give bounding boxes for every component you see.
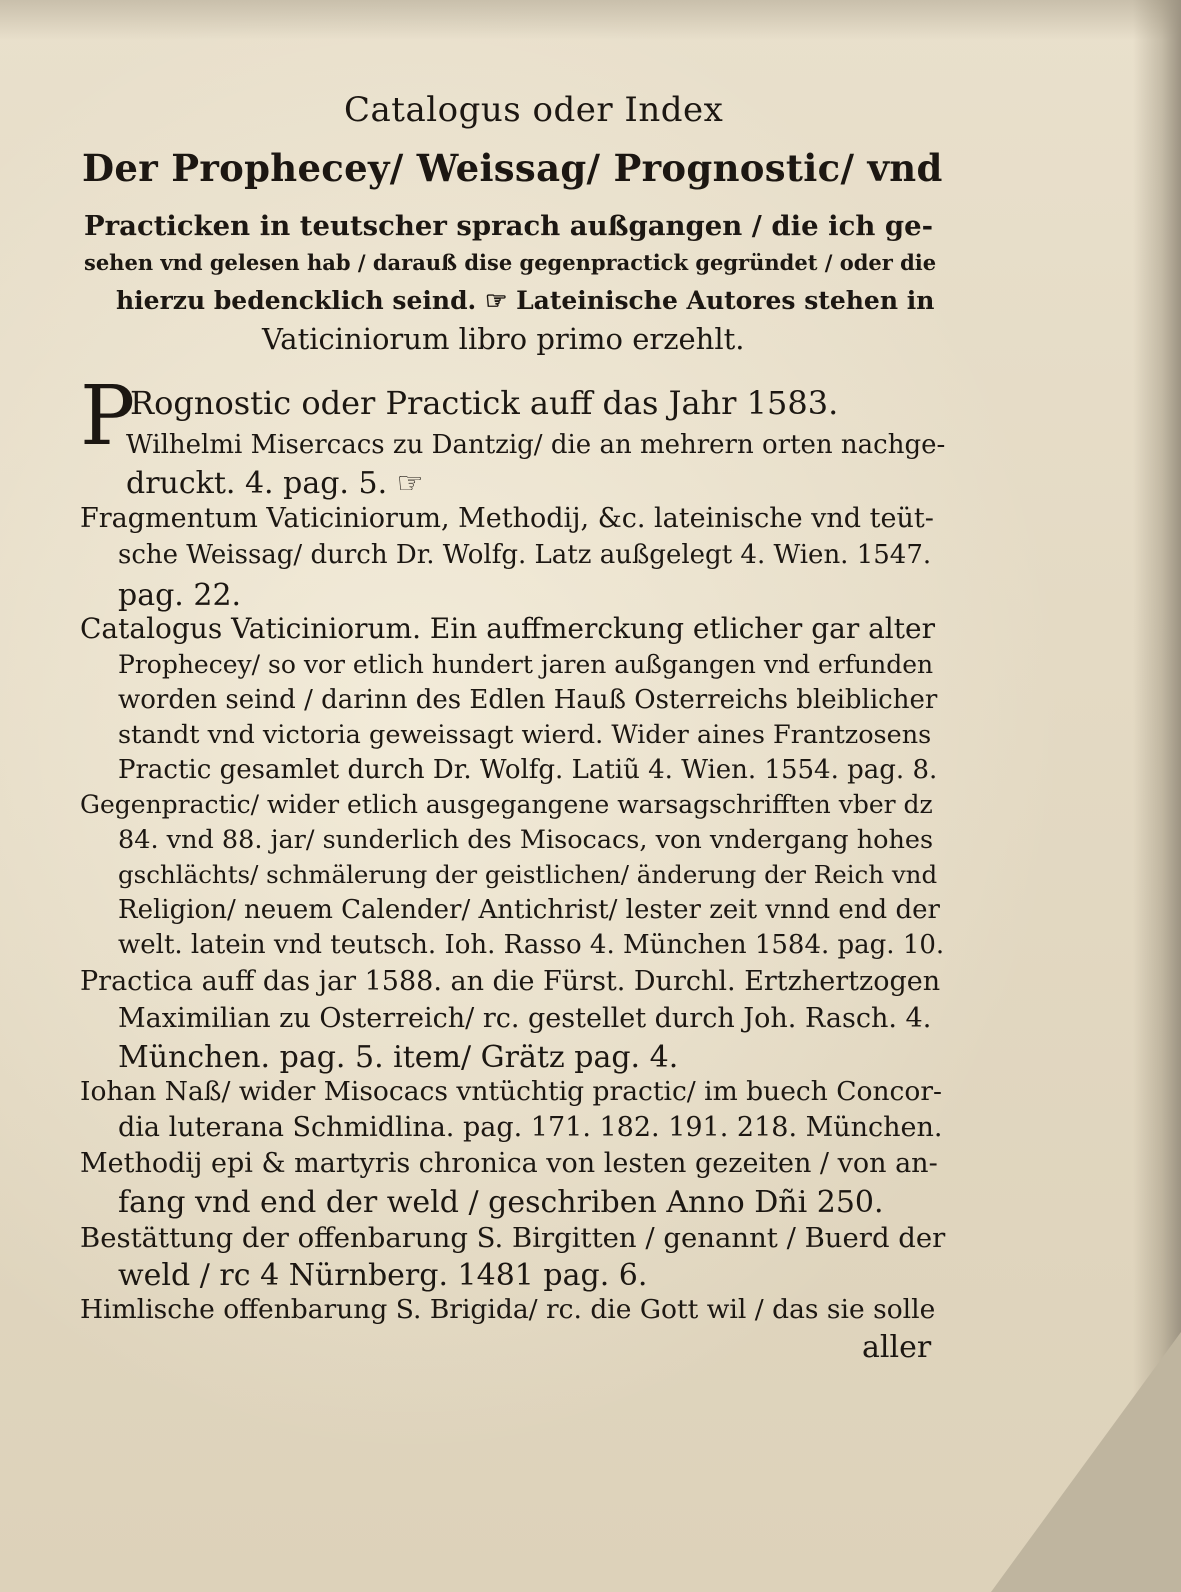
entry-line: fang vnd end der weld / geschriben Anno Dñi 250. [118, 1185, 884, 1220]
drop-cap: P [80, 369, 136, 464]
title-line: Der Prophecey/ Weissag/ Prognostic/ vnd [82, 146, 943, 190]
entry-line: Catalogus Vaticiniorum. Ein auffmerckung etlicher gar alter [80, 612, 935, 645]
entry-line: welt. latein vnd teutsch. Ioh. Rasso 4. München 1584. pag. 10. [118, 930, 945, 960]
entry-line: pag. 22. [118, 578, 242, 613]
entry-line: München. pag. 5. item/ Grätz pag. 4. [118, 1040, 679, 1075]
entry-line: Wilhelmi Misercacs zu Dantzig/ die an mehrern orten nachge‑ [126, 430, 946, 460]
entry-line: Gegenpractic/ wider etlich ausgegangene warsagschrifften vber dz [80, 790, 933, 819]
entry-line: Iohan Naß/ wider Misocacs vntüchtig practic/ im buech Concor‑ [80, 1076, 942, 1107]
entry-line: weld / rc 4 Nürnberg. 1481 pag. 6. [118, 1258, 648, 1293]
entry-line: 84. vnd 88. jar/ sunderlich des Misocacs, von vndergang hohes [118, 825, 934, 855]
entry-line: Practica auff das jar 1588. an die Fürst. Durchl. Ertzhertzogen [80, 966, 941, 997]
entry-line: druckt. 4. pag. 5. ☞ [126, 466, 424, 501]
entry-line: Maximilian zu Osterreich/ rc. gestellet durch Joh. Rasch. 4. [118, 1003, 932, 1034]
entry-line: Fragmentum Vaticiniorum, Methodij, &c. lateinische vnd teüt‑ [80, 503, 934, 534]
catchword: aller [862, 1330, 932, 1365]
entry-line: worden seind / darinn des Edlen Hauß Osterreichs bleiblicher [118, 685, 938, 715]
entry-line: standt vnd victoria geweissagt wierd. Wider aines Frantzosens [118, 720, 932, 750]
entry-line: Practic gesamlet durch Dr. Wolfg. Latiũ 4. Wien. 1554. pag. 8. [118, 755, 938, 785]
index-label: Catalogus oder Index [344, 90, 724, 130]
entry-line: gschlächts/ schmälerung der geistlichen/ änderung der Reich vnd [118, 860, 938, 889]
entry-line: Prophecey/ so vor etlich hundert jaren außgangen vnd erfunden [118, 650, 934, 679]
entry-line: Bestättung der offenbarung S. Birgitten / genannt / Buerd der [80, 1222, 946, 1254]
folded-corner [991, 1332, 1181, 1592]
entry-line: Himlische offenbarung S. Brigida/ rc. die Gott wil / das sie solle [80, 1294, 936, 1325]
title-line: Vaticiniorum libro primo erzehlt. [262, 322, 745, 356]
title-line: hierzu bedencklich seind. ☞ Lateinische Autores stehen in [116, 286, 935, 315]
page-top-shadow [0, 0, 1181, 40]
entry-line: Rognostic oder Practick auff das Jahr 1583. [130, 384, 839, 422]
entry-line: dia luterana Schmidlina. pag. 171. 182. 191. 218. München. [118, 1112, 943, 1143]
title-line: sehen vnd gelesen hab / darauß dise gegenpractick gegründet / oder die [84, 250, 937, 275]
entry-line: sche Weissag/ durch Dr. Wolfg. Latz außgelegt 4. Wien. 1547. [118, 540, 932, 570]
title-line: Practicken in teutscher sprach außgangen / die ich ge‑ [84, 210, 934, 242]
entry-line: Religion/ neuem Calender/ Antichrist/ lester zeit vnnd end der [118, 895, 940, 925]
entry-line: Methodij epi & martyris chronica von lesten gezeiten / von an‑ [80, 1148, 938, 1179]
